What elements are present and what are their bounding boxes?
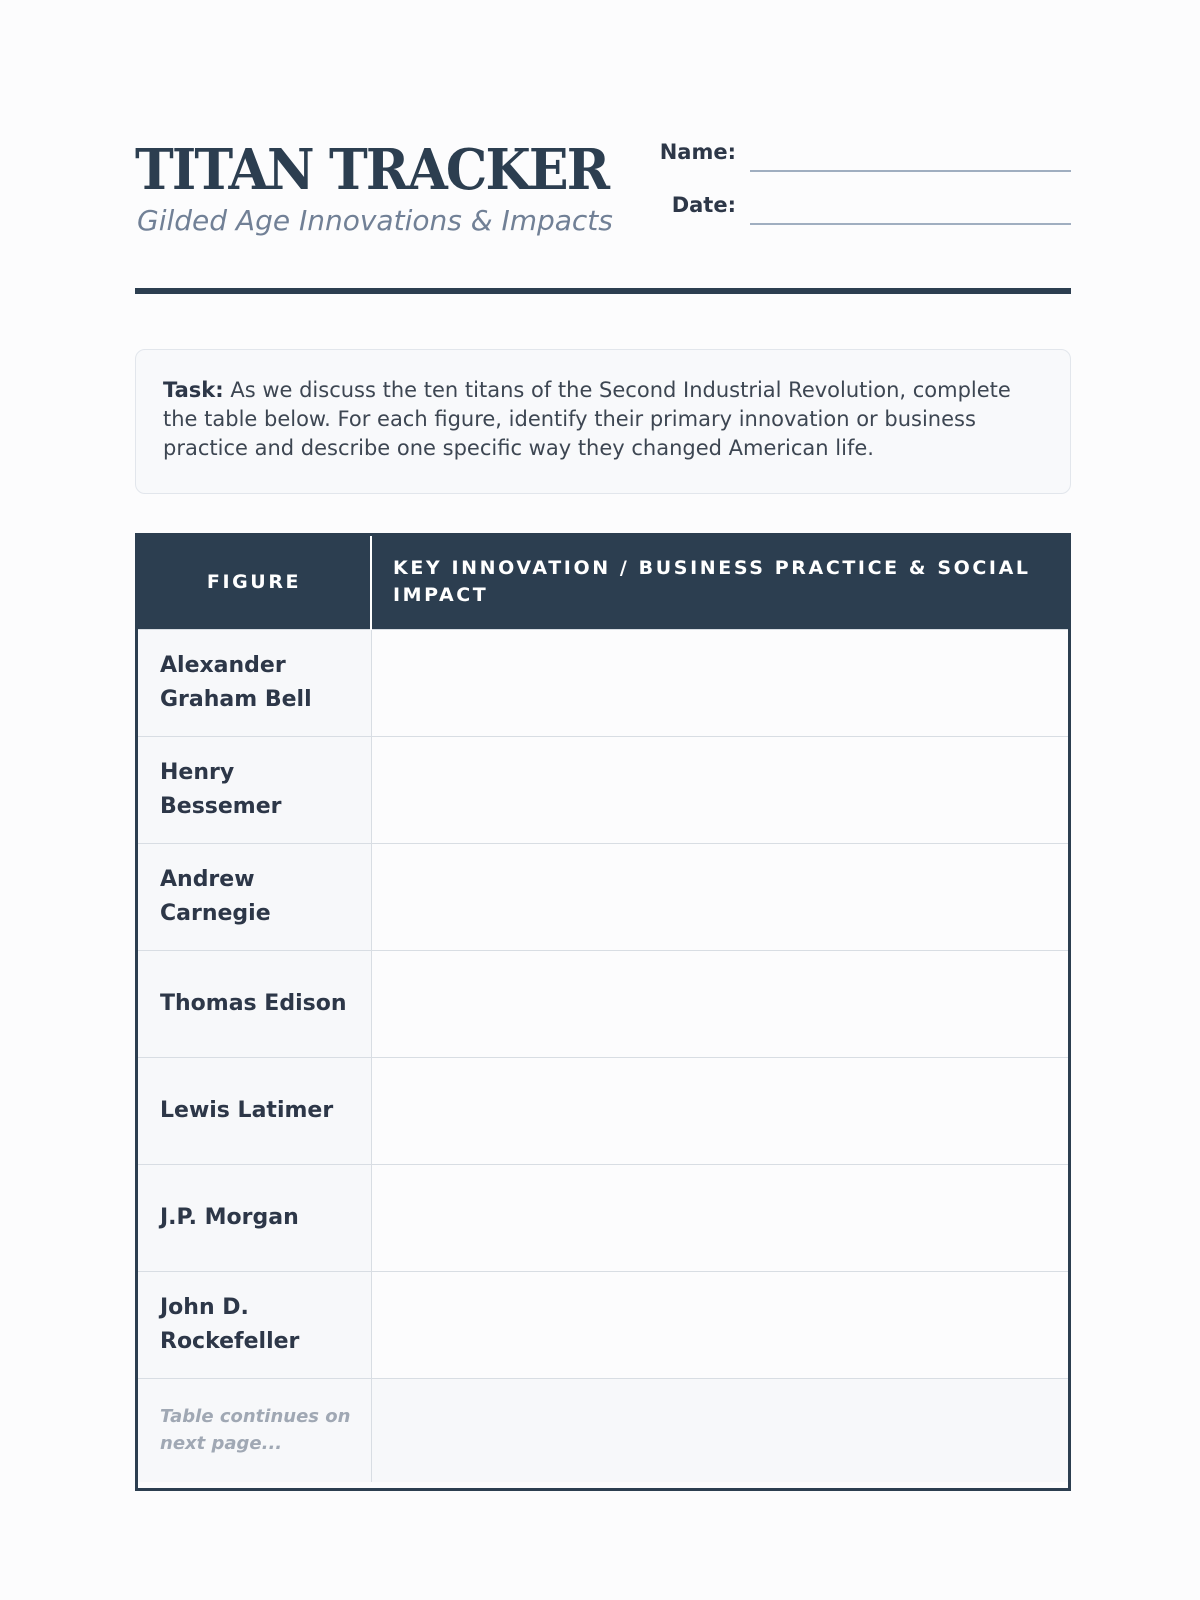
figure-cell: John D. Rockefeller <box>138 1271 371 1378</box>
impact-answer-cell[interactable] <box>371 1164 1068 1271</box>
column-header-figure: FIGURE <box>138 536 371 629</box>
name-label: Name: <box>659 140 736 164</box>
date-field-row <box>665 191 1071 227</box>
table-row <box>138 1057 1068 1164</box>
table-row <box>138 736 1068 843</box>
continuation-note: Table continues on next page... <box>138 1378 371 1482</box>
titan-table <box>135 533 1071 1491</box>
table-row <box>138 1271 1068 1378</box>
table-row <box>138 1164 1068 1271</box>
figure-cell: Lewis Latimer <box>138 1057 371 1164</box>
figure-cell: Alexander Graham Bell <box>138 629 371 736</box>
task-instructions <box>135 349 1071 494</box>
header-divider <box>135 288 1071 294</box>
table-row <box>138 950 1068 1057</box>
page-subtitle: Gilded Age Innovations & Impacts <box>137 204 613 237</box>
date-field-line[interactable] <box>750 223 1071 225</box>
impact-answer-cell[interactable] <box>371 1057 1068 1164</box>
impact-answer-cell[interactable] <box>371 950 1068 1057</box>
impact-answer-cell[interactable] <box>371 1271 1068 1378</box>
figure-cell: Thomas Edison <box>138 950 371 1057</box>
figure-cell: Andrew Carnegie <box>138 843 371 950</box>
table-row <box>138 843 1068 950</box>
task-label: Task: <box>163 378 224 402</box>
task-text: As we discuss the ten titans of the Second Industrial Revolution, complete the table below. For each figure, identify their primary innovation or business practice and describe one specific way they changed American life. <box>163 378 1011 460</box>
name-field-row <box>659 138 1071 174</box>
impact-answer-cell[interactable] <box>371 843 1068 950</box>
empty-cell <box>371 1378 1068 1482</box>
figure-cell: J.P. Morgan <box>138 1164 371 1271</box>
column-header-impact: KEY INNOVATION / BUSINESS PRACTICE & SOCIAL IMPACT <box>393 557 1031 607</box>
figure-cell: Henry Bessemer <box>138 736 371 843</box>
impact-answer-cell[interactable] <box>371 736 1068 843</box>
table-row <box>138 629 1068 736</box>
name-field-line[interactable] <box>750 170 1071 172</box>
impact-answer-cell[interactable] <box>371 629 1068 736</box>
worksheet-header <box>135 138 1071 298</box>
date-label: Date: <box>671 193 736 217</box>
page-title: TITAN TRACKER <box>135 137 609 203</box>
table-continuation-row <box>138 1378 1068 1482</box>
table-header-row <box>138 536 1068 629</box>
